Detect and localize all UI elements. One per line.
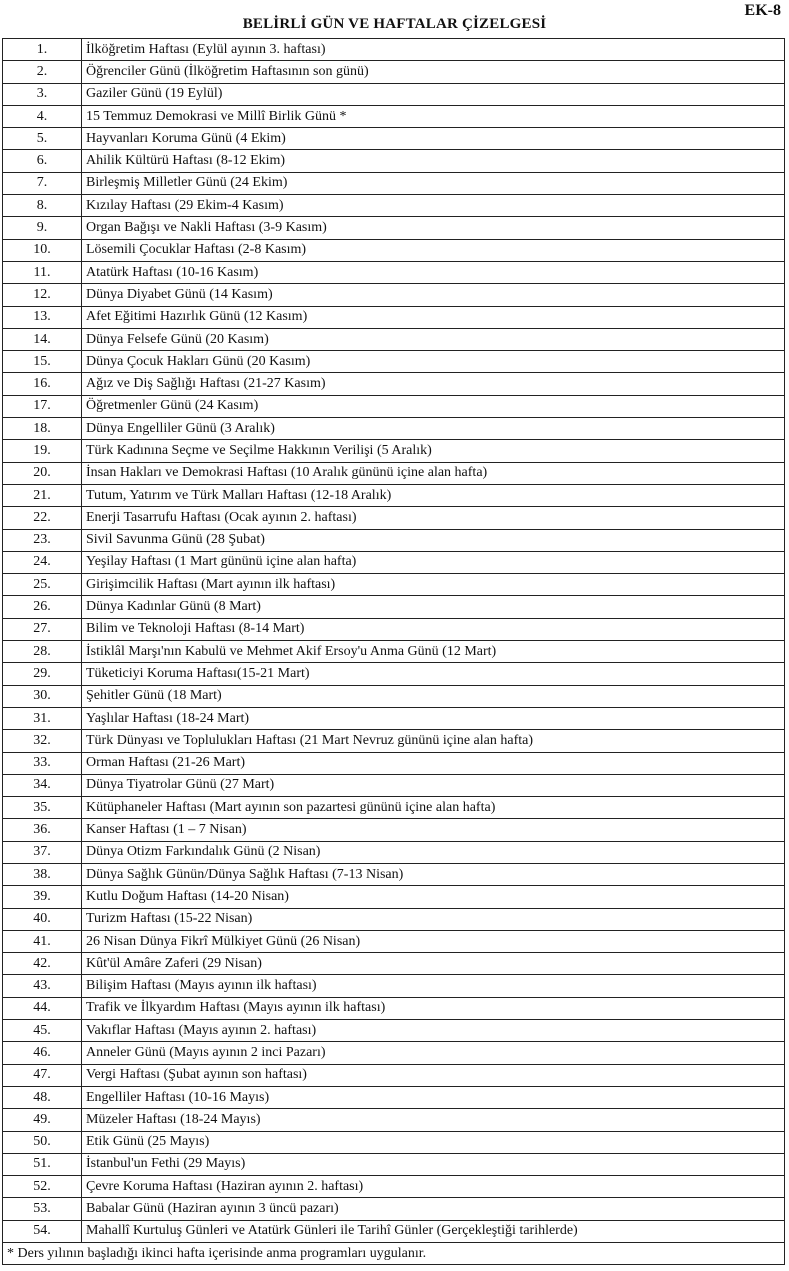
row-text: Hayvanları Koruma Günü (4 Ekim) <box>82 128 785 150</box>
row-number: 54. <box>3 1220 82 1242</box>
row-text: Atatürk Haftası (10-16 Kasım) <box>82 261 785 283</box>
row-text: Lösemili Çocuklar Haftası (2-8 Kasım) <box>82 239 785 261</box>
row-text: Babalar Günü (Haziran ayının 3 üncü pazarı) <box>82 1198 785 1220</box>
row-text: Anneler Günü (Mayıs ayının 2 inci Pazarı) <box>82 1042 785 1064</box>
table-row <box>3 284 785 306</box>
table-body <box>3 39 785 1243</box>
row-text: İlköğretim Haftası (Eylül ayının 3. haftası) <box>82 39 785 61</box>
row-text: Vakıflar Haftası (Mayıs ayının 2. haftası) <box>82 1020 785 1042</box>
row-number: 3. <box>3 83 82 105</box>
table-row <box>3 1086 785 1108</box>
days-weeks-table <box>2 38 785 1265</box>
row-number: 51. <box>3 1153 82 1175</box>
table-row <box>3 1131 785 1153</box>
table-row <box>3 797 785 819</box>
row-number: 10. <box>3 239 82 261</box>
row-number: 4. <box>3 105 82 127</box>
table-row <box>3 217 785 239</box>
row-number: 20. <box>3 462 82 484</box>
row-number: 22. <box>3 507 82 529</box>
row-text: Kütüphaneler Haftası (Mart ayının son pazartesi gününü içine alan hafta) <box>82 797 785 819</box>
row-text: Çevre Koruma Haftası (Haziran ayının 2. haftası) <box>82 1176 785 1198</box>
row-number: 40. <box>3 908 82 930</box>
table-row <box>3 730 785 752</box>
row-text: Dünya Engelliler Günü (3 Aralık) <box>82 418 785 440</box>
row-number: 48. <box>3 1086 82 1108</box>
row-text: Gaziler Günü (19 Eylül) <box>82 83 785 105</box>
table-row <box>3 707 785 729</box>
row-text: Yaşlılar Haftası (18-24 Mart) <box>82 707 785 729</box>
table-row <box>3 1042 785 1064</box>
table-row <box>3 507 785 529</box>
table-row <box>3 975 785 997</box>
row-number: 21. <box>3 484 82 506</box>
table-row <box>3 551 785 573</box>
table-row <box>3 1064 785 1086</box>
row-text: Ağız ve Diş Sağlığı Haftası (21-27 Kasım) <box>82 373 785 395</box>
table-row <box>3 1020 785 1042</box>
row-text: Öğretmenler Günü (24 Kasım) <box>82 395 785 417</box>
row-number: 27. <box>3 618 82 640</box>
row-number: 32. <box>3 730 82 752</box>
table-row <box>3 328 785 350</box>
footnote-row <box>3 1243 785 1265</box>
table-row <box>3 1198 785 1220</box>
row-text: Tutum, Yatırım ve Türk Malları Haftası (12-18 Aralık) <box>82 484 785 506</box>
table-row <box>3 418 785 440</box>
row-text: Türk Kadınına Seçme ve Seçilme Hakkının Verilişi (5 Aralık) <box>82 440 785 462</box>
row-number: 53. <box>3 1198 82 1220</box>
row-number: 46. <box>3 1042 82 1064</box>
row-text: Dünya Otizm Farkındalık Günü (2 Nisan) <box>82 841 785 863</box>
row-number: 29. <box>3 663 82 685</box>
table-row <box>3 886 785 908</box>
row-number: 1. <box>3 39 82 61</box>
table-row <box>3 395 785 417</box>
table-row <box>3 351 785 373</box>
row-text: Kût'ül Amâre Zaferi (29 Nisan) <box>82 953 785 975</box>
row-text: Dünya Tiyatrolar Günü (27 Mart) <box>82 774 785 796</box>
row-number: 17. <box>3 395 82 417</box>
row-number: 31. <box>3 707 82 729</box>
row-number: 25. <box>3 574 82 596</box>
table-row <box>3 83 785 105</box>
row-text: Afet Eğitimi Hazırlık Günü (12 Kasım) <box>82 306 785 328</box>
row-number: 24. <box>3 551 82 573</box>
row-number: 5. <box>3 128 82 150</box>
table-row <box>3 1220 785 1242</box>
table-row <box>3 61 785 83</box>
row-text: Engelliler Haftası (10-16 Mayıs) <box>82 1086 785 1108</box>
row-number: 42. <box>3 953 82 975</box>
row-number: 47. <box>3 1064 82 1086</box>
row-text: Trafik ve İlkyardım Haftası (Mayıs ayının ilk haftası) <box>82 997 785 1019</box>
row-number: 41. <box>3 930 82 952</box>
table-row <box>3 529 785 551</box>
row-text: Bilişim Haftası (Mayıs ayının ilk haftası) <box>82 975 785 997</box>
row-text: Orman Haftası (21-26 Mart) <box>82 752 785 774</box>
row-text: 26 Nisan Dünya Fikrî Mülkiyet Günü (26 Nisan) <box>82 930 785 952</box>
row-number: 30. <box>3 685 82 707</box>
table-row <box>3 1176 785 1198</box>
row-text: Ahilik Kültürü Haftası (8-12 Ekim) <box>82 150 785 172</box>
row-text: Sivil Savunma Günü (28 Şubat) <box>82 529 785 551</box>
row-text: Dünya Felsefe Günü (20 Kasım) <box>82 328 785 350</box>
row-text: Etik Günü (25 Mayıs) <box>82 1131 785 1153</box>
table-row <box>3 908 785 930</box>
table-row <box>3 863 785 885</box>
page-title: BELİRLİ GÜN VE HAFTALAR ÇİZELGESİ <box>242 16 547 32</box>
row-text: Kızılay Haftası (29 Ekim-4 Kasım) <box>82 195 785 217</box>
row-number: 49. <box>3 1109 82 1131</box>
row-text: Müzeler Haftası (18-24 Mayıs) <box>82 1109 785 1131</box>
table-row <box>3 150 785 172</box>
row-number: 14. <box>3 328 82 350</box>
row-number: 15. <box>3 351 82 373</box>
table-row <box>3 618 785 640</box>
table-row <box>3 596 785 618</box>
table-row <box>3 261 785 283</box>
row-text: Birleşmiş Milletler Günü (24 Ekim) <box>82 172 785 194</box>
row-text: Şehitler Günü (18 Mart) <box>82 685 785 707</box>
row-number: 18. <box>3 418 82 440</box>
table-row <box>3 685 785 707</box>
table-row <box>3 462 785 484</box>
row-text: Vergi Haftası (Şubat ayının son haftası) <box>82 1064 785 1086</box>
row-text: Dünya Kadınlar Günü (8 Mart) <box>82 596 785 618</box>
row-text: Mahallî Kurtuluş Günleri ve Atatürk Günleri ile Tarihî Günler (Gerçekleştiği tarihlerde) <box>82 1220 785 1242</box>
row-number: 8. <box>3 195 82 217</box>
table-row <box>3 574 785 596</box>
row-number: 36. <box>3 819 82 841</box>
row-text: İstanbul'un Fethi (29 Mayıs) <box>82 1153 785 1175</box>
table-row <box>3 841 785 863</box>
table-row <box>3 105 785 127</box>
annex-label: EK-8 <box>744 2 781 19</box>
table-row <box>3 373 785 395</box>
table-row <box>3 1109 785 1131</box>
table-row <box>3 997 785 1019</box>
row-number: 35. <box>3 797 82 819</box>
row-text: Turizm Haftası (15-22 Nisan) <box>82 908 785 930</box>
table-row <box>3 953 785 975</box>
row-text: 15 Temmuz Demokrasi ve Millî Birlik Günü * <box>82 105 785 127</box>
row-number: 34. <box>3 774 82 796</box>
table-row <box>3 239 785 261</box>
table-row <box>3 128 785 150</box>
row-text: Yeşilay Haftası (1 Mart gününü içine alan hafta) <box>82 551 785 573</box>
row-text: Öğrenciler Günü (İlköğretim Haftasının son günü) <box>82 61 785 83</box>
row-text: Kanser Haftası (1 – 7 Nisan) <box>82 819 785 841</box>
row-text: Kutlu Doğum Haftası (14-20 Nisan) <box>82 886 785 908</box>
row-number: 13. <box>3 306 82 328</box>
table-row <box>3 440 785 462</box>
row-number: 11. <box>3 261 82 283</box>
row-text: İnsan Hakları ve Demokrasi Haftası (10 Aralık gününü içine alan hafta) <box>82 462 785 484</box>
row-text: Dünya Sağlık Günün/Dünya Sağlık Haftası (7-13 Nisan) <box>82 863 785 885</box>
row-text: İstiklâl Marşı'nın Kabulü ve Mehmet Akif Ersoy'u Anma Günü (12 Mart) <box>82 641 785 663</box>
row-text: Dünya Çocuk Hakları Günü (20 Kasım) <box>82 351 785 373</box>
row-number: 38. <box>3 863 82 885</box>
table-row <box>3 172 785 194</box>
row-number: 12. <box>3 284 82 306</box>
row-number: 23. <box>3 529 82 551</box>
row-text: Girişimcilik Haftası (Mart ayının ilk haftası) <box>82 574 785 596</box>
row-text: Türk Dünyası ve Toplulukları Haftası (21 Mart Nevruz gününü içine alan hafta) <box>82 730 785 752</box>
table-row <box>3 930 785 952</box>
row-number: 2. <box>3 61 82 83</box>
table-row <box>3 195 785 217</box>
row-text: Bilim ve Teknoloji Haftası (8-14 Mart) <box>82 618 785 640</box>
row-number: 37. <box>3 841 82 863</box>
table-row <box>3 1153 785 1175</box>
row-text: Organ Bağışı ve Nakli Haftası (3-9 Kasım) <box>82 217 785 239</box>
row-text: Tüketiciyi Koruma Haftası(15-21 Mart) <box>82 663 785 685</box>
table-row <box>3 819 785 841</box>
row-number: 50. <box>3 1131 82 1153</box>
row-number: 9. <box>3 217 82 239</box>
table-row <box>3 641 785 663</box>
table-row <box>3 774 785 796</box>
row-number: 16. <box>3 373 82 395</box>
row-number: 43. <box>3 975 82 997</box>
table-row <box>3 663 785 685</box>
row-number: 52. <box>3 1176 82 1198</box>
table-row <box>3 306 785 328</box>
row-text: Dünya Diyabet Günü (14 Kasım) <box>82 284 785 306</box>
row-number: 19. <box>3 440 82 462</box>
footnote: * Ders yılının başladığı ikinci hafta içerisinde anma programları uygulanır. <box>3 1243 785 1265</box>
row-number: 33. <box>3 752 82 774</box>
row-number: 45. <box>3 1020 82 1042</box>
row-number: 28. <box>3 641 82 663</box>
table-row <box>3 752 785 774</box>
row-number: 6. <box>3 150 82 172</box>
table-row <box>3 39 785 61</box>
row-number: 39. <box>3 886 82 908</box>
row-number: 44. <box>3 997 82 1019</box>
row-number: 26. <box>3 596 82 618</box>
row-text: Enerji Tasarrufu Haftası (Ocak ayının 2. haftası) <box>82 507 785 529</box>
table-row <box>3 484 785 506</box>
row-number: 7. <box>3 172 82 194</box>
